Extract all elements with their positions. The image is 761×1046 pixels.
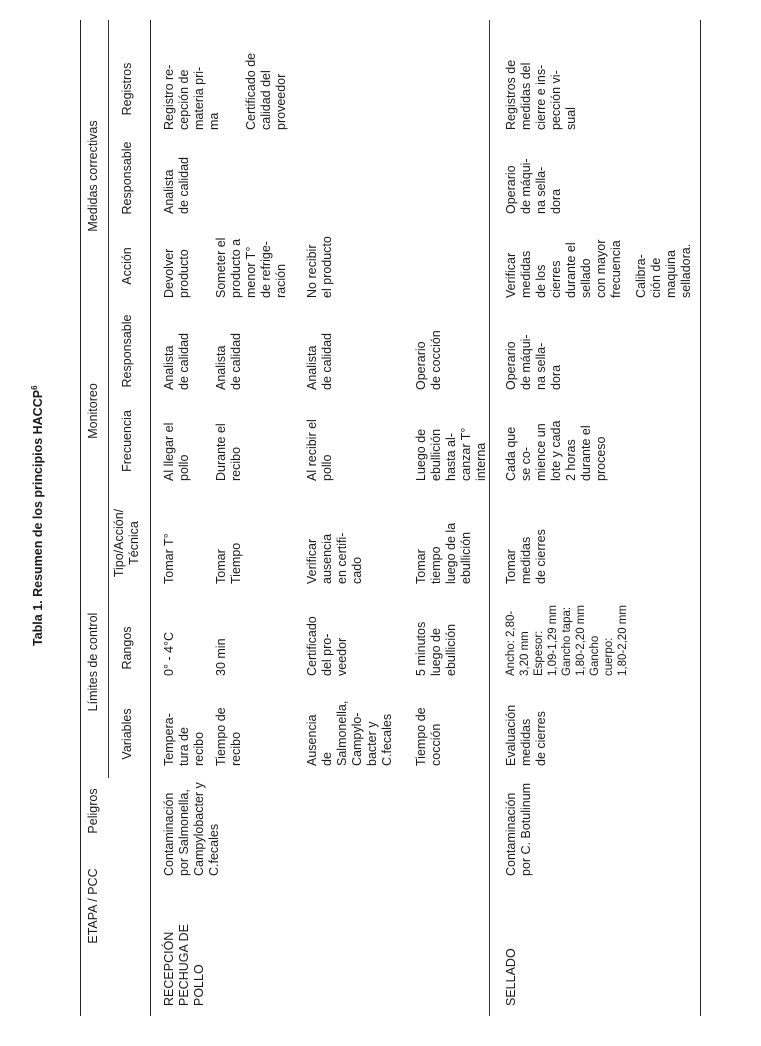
recepcion-frecuencia-3: Al recibir el pollo (305, 419, 334, 481)
header-peligros: Peligros (86, 788, 100, 834)
sellado-etapa: SELLADO (504, 948, 518, 1006)
recepcion-responsable-mon-1: Analista de calidad (162, 333, 191, 390)
sellado-registros: Registros de medidas del cierre e ins- pección vi- sual (504, 59, 578, 130)
table-title-footnote: 6 (30, 385, 39, 390)
table-title-text: Tabla 1. Resumen de los principios HACCP (31, 389, 46, 646)
recepcion-tipo-4: Tomar tiempo luego de la ebullición (414, 522, 473, 584)
header-monitoreo: Monitoreo (86, 383, 100, 439)
header-rangos: Rangos (120, 626, 134, 670)
sellado-responsable-med: Operario de máqui- na sella- dora (504, 158, 563, 214)
recepcion-rango-3: Certificado del pro- veedor (305, 616, 349, 676)
header-responsable-mon: Responsable (120, 314, 134, 388)
recepcion-responsable-med-1: Analista de calidad (162, 157, 191, 214)
header-tipo: Tipo/Acción/ Técnica (112, 508, 141, 578)
header-bottom-rule (150, 20, 151, 1016)
recepcion-registro-1: Registro re- cepción de materia pri- ma (162, 64, 221, 130)
recepcion-tipo-1: Tomar T° (162, 533, 176, 584)
recepcion-frecuencia-2: Durante el recibo (214, 423, 243, 481)
row-divider-rule (489, 20, 490, 1016)
header-frecuencia: Frecuencia (120, 410, 134, 472)
recepcion-etapa: RECEPCIÓN PECHUGA DE POLLO (162, 924, 206, 1006)
header-variables: Variables (120, 708, 134, 760)
table-top-rule (80, 20, 81, 1016)
table-bottom-rule (700, 20, 701, 1016)
recepcion-accion-3: No recibir el producto (305, 236, 334, 298)
recepcion-rango-2: 30 min (214, 638, 228, 676)
recepcion-variable-2: Tiempo de recibo (214, 707, 243, 766)
recepcion-responsable-mon-2: Analista de calidad (214, 333, 243, 390)
recepcion-registro-2: Certificado de calidad del proveedor (244, 52, 288, 130)
recepcion-responsable-mon-4: Operario de cocción (414, 330, 443, 390)
sellado-variables: Evaluación medidas de cierres (504, 704, 548, 766)
sellado-peligros: Contaminación por C. Botulinum (504, 782, 533, 876)
recepcion-responsable-mon-3: Analista de calidad (305, 333, 334, 390)
recepcion-rango-1: 0° - 4°C (162, 631, 176, 676)
recepcion-variable-4: Tiempo de cocción (414, 707, 443, 766)
sellado-frecuencia: Cada que se co- mience un lote y cada 2 horas durante el proceso (504, 420, 608, 481)
recepcion-tipo-3: Verificar ausencia en certifi- cado (305, 532, 364, 584)
sellado-accion-2: Calibra- ción de maquina selladora. (634, 243, 693, 298)
recepcion-tipo-2: Tomar Tiempo (214, 542, 243, 584)
recepcion-frecuencia-4: Luego de ebullición hasta al- canzar T° interna (414, 427, 488, 481)
header-etapa: ETAPA / PCC (86, 868, 100, 944)
recepcion-accion-1: Devolver producto (162, 248, 191, 298)
sellado-rangos: Ancho: 2,80- 3,20 mm Espesor: 1,09-1,29 mm Gancho tapa: 1,80-2,20 mm Gancho cuerpo: 1,80-2,20 mm (505, 605, 629, 676)
header-limites: Límites de control (86, 612, 100, 712)
recepcion-variable-1: Tempera- tura de recibo (162, 713, 206, 766)
header-sub-rule (108, 20, 109, 778)
recepcion-variable-3: Ausencia de Salmonella, Campylo- bacter y C.fecales (305, 700, 394, 766)
sellado-accion-1: Verificar medidas de los cierres durante el sellado con mayor frecuencia (504, 239, 623, 298)
sellado-tipo: Tomar medidas de cierres (504, 529, 548, 584)
recepcion-accion-2: Someter el producto a menor T° de refrige- ración (214, 237, 288, 298)
header-accion: Acción (120, 247, 134, 285)
recepcion-peligros: Contaminación por Salmonella, Campylobacter y C.fecales (162, 782, 221, 876)
sellado-responsable-mon: Operario de máqui- na sella- dora (504, 334, 563, 390)
recepcion-frecuencia-1: Al llegar el pollo (162, 422, 191, 481)
header-registros: Registros (120, 62, 134, 116)
header-responsable-med: Responsable (120, 141, 134, 215)
table-title (30, 385, 45, 646)
recepcion-rango-4: 5 minutos luego de ebullición (414, 621, 458, 676)
header-medidas: Medidas correctivas (86, 120, 100, 232)
